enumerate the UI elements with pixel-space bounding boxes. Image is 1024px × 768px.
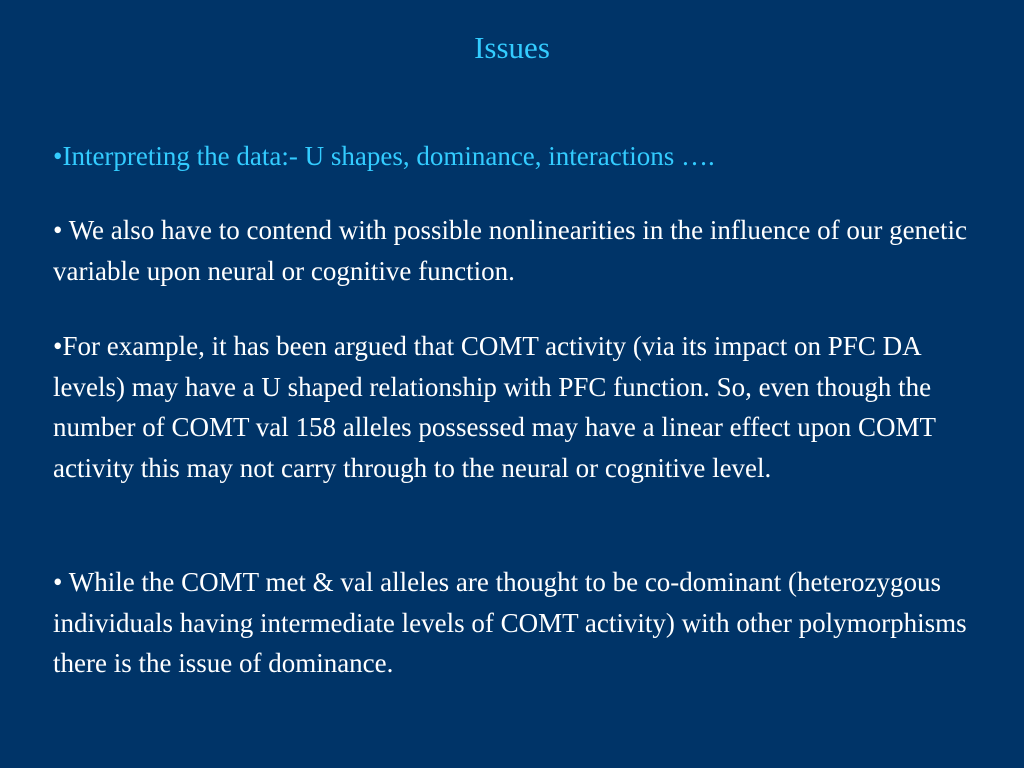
bullet-interpreting-data: •Interpreting the data:- U shapes, dominance, interactions …. xyxy=(53,141,715,171)
slide-title: Issues xyxy=(474,30,550,65)
bullet-nonlinearities: • We also have to contend with possible nonlinearities in the influence of our genetic variable upon neural or cognitive function. xyxy=(53,215,968,286)
bullet-dominance: • While the COMT met & val alleles are thought to be co-dominant (heterozygous individuals having intermediate levels of COMT activity) with other polymorphisms there is the issue of dominance. xyxy=(53,567,967,678)
bullet-comt-example: •For example, it has been argued that COMT activity (via its impact on PFC DA levels) may have a U shaped relationship with PFC function. So, even though the number of COMT val 158 alleles possessed may have a linear effect upon COMT activity this may not carry through to the neural or cognitive level. xyxy=(53,331,936,483)
